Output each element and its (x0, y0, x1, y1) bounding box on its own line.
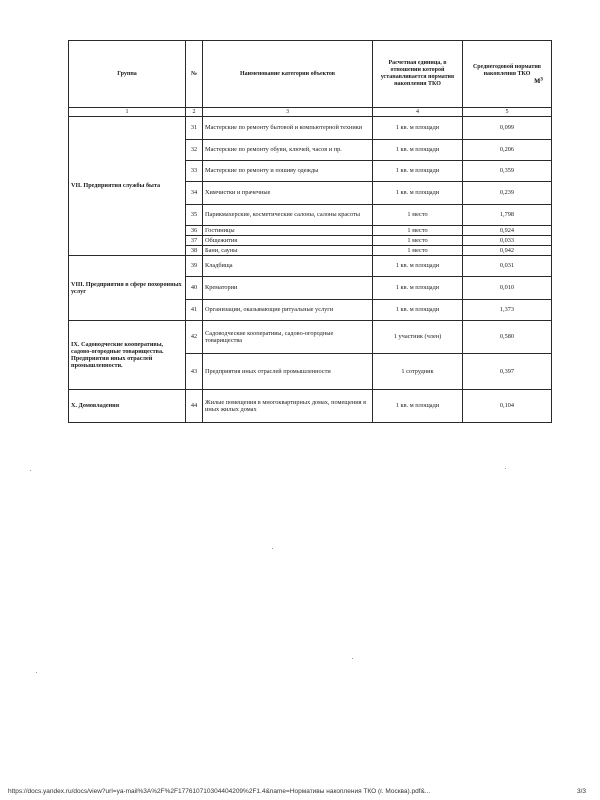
column-index: 1 (69, 108, 186, 117)
norms-table (68, 40, 552, 423)
row-number: 37 (186, 236, 203, 246)
row-norm: 0,397 (463, 354, 552, 390)
row-norm: 0,206 (463, 140, 552, 161)
row-number: 35 (186, 205, 203, 226)
row-norm: 0,099 (463, 117, 552, 140)
header-category: Наименование категории объектов (203, 41, 373, 108)
row-unit: 1 кв. м площади (373, 390, 463, 423)
row-norm: 0,924 (463, 226, 552, 236)
row-norm: 1,798 (463, 205, 552, 226)
scan-speck (36, 672, 37, 673)
footer-page-count: 3/3 (576, 788, 586, 795)
row-category: Мастерские по ремонту обуви, ключей, часов и пр. (203, 140, 373, 161)
row-norm: 1,373 (463, 300, 552, 321)
row-number: 33 (186, 161, 203, 182)
browser-footer (8, 788, 592, 795)
column-index: 4 (373, 108, 463, 117)
column-index: 3 (203, 108, 373, 117)
row-unit: 1 сотрудник (373, 354, 463, 390)
row-number: 36 (186, 226, 203, 236)
row-norm: 0,031 (463, 256, 552, 277)
row-category: Мастерские по ремонту и пошиву одежды (203, 161, 373, 182)
row-category: Бани, сауны (203, 246, 373, 256)
row-category: Кладбища (203, 256, 373, 277)
row-category: Мастерские по ремонту бытовой и компьютерной техники (203, 117, 373, 140)
footer-url[interactable]: https://docs.yandex.ru/docs/view?url=ya-mail%3A%2F%2F177610710304404209%2F1.4&name=Нормативы накопления ТКО (г. Москва).pdf&... (8, 788, 431, 795)
header-norm-unit: м³ (534, 75, 543, 86)
column-index: 2 (186, 108, 203, 117)
row-norm: 0,033 (463, 236, 552, 246)
row-category: Садоводческие кооперативы, садово-огородные товарищества (203, 321, 373, 354)
row-unit: 1 кв. м площади (373, 117, 463, 140)
header-unit: Расчетная единица, в отношении которой устанавливается норматив накопления ТКО (373, 41, 463, 108)
row-number: 42 (186, 321, 203, 354)
group-cell-9: IX. Садоводческие кооперативы, садово-огородные товарищества. Предприятия иных отраслей промышленности. (69, 321, 186, 390)
row-category: Химчистки и прачечные (203, 182, 373, 205)
table-row (69, 390, 552, 423)
row-norm: 0,104 (463, 390, 552, 423)
table-header-row (69, 41, 552, 108)
scan-speck (505, 468, 506, 469)
group-cell-7: VII. Предприятия службы быта (69, 117, 186, 256)
row-unit: 1 кв. м площади (373, 182, 463, 205)
row-unit: 1 участник (член) (373, 321, 463, 354)
row-number: 40 (186, 277, 203, 300)
row-category: Общежития (203, 236, 373, 246)
table-row (69, 256, 552, 277)
row-norm: 0,010 (463, 277, 552, 300)
row-unit: 1 место (373, 246, 463, 256)
row-number: 38 (186, 246, 203, 256)
header-number: № (186, 41, 203, 108)
header-norm (463, 41, 552, 108)
row-norm: 0,942 (463, 246, 552, 256)
group-cell-10: X. Домовладения (69, 390, 186, 423)
row-unit: 1 кв. м площади (373, 256, 463, 277)
row-category: Крематории (203, 277, 373, 300)
header-group: Группа (69, 41, 186, 108)
row-unit: 1 кв. м площади (373, 140, 463, 161)
row-unit: 1 кв. м площади (373, 277, 463, 300)
row-category: Парикмахерские, косметические салоны, салоны красоты (203, 205, 373, 226)
row-number: 44 (186, 390, 203, 423)
header-norm-label: Среднегодовой норматив накопления ТКО (472, 63, 542, 77)
row-number: 31 (186, 117, 203, 140)
column-index: 5 (463, 108, 552, 117)
row-number: 43 (186, 354, 203, 390)
table-row (69, 321, 552, 354)
scan-speck (352, 658, 353, 659)
row-category: Предприятия иных отраслей промышленности (203, 354, 373, 390)
row-number: 41 (186, 300, 203, 321)
row-norm: 0,580 (463, 321, 552, 354)
row-unit: 1 место (373, 205, 463, 226)
row-number: 32 (186, 140, 203, 161)
row-category: Жилые помещения в многоквартирных домах, помещения в иных жилых домах (203, 390, 373, 423)
row-unit: 1 место (373, 226, 463, 236)
column-index-row (69, 108, 552, 117)
row-category: Организации, оказывающие ритуальные услуги (203, 300, 373, 321)
row-category: Гостиницы (203, 226, 373, 236)
scan-speck (272, 548, 273, 549)
row-number: 39 (186, 256, 203, 277)
row-norm: 0,239 (463, 182, 552, 205)
row-unit: 1 кв. м площади (373, 300, 463, 321)
group-cell-8: VIII. Предприятия в сфере похоронных услуг (69, 256, 186, 321)
row-unit: 1 место (373, 236, 463, 246)
row-norm: 0,359 (463, 161, 552, 182)
row-unit: 1 кв. м площади (373, 161, 463, 182)
row-number: 34 (186, 182, 203, 205)
table-row (69, 117, 552, 140)
scan-speck (30, 470, 31, 471)
